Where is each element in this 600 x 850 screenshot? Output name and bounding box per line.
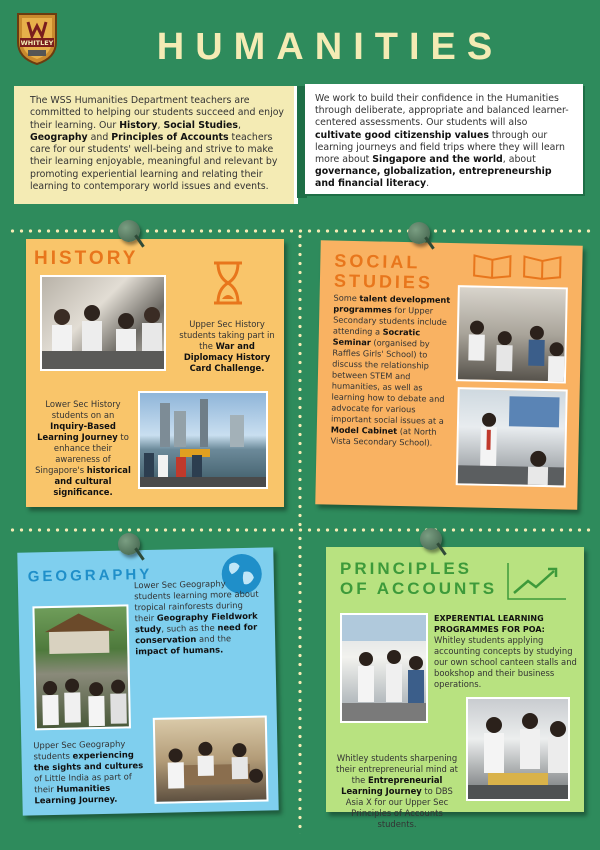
text-segment: Whitley students sharpening their entrepreneurial mind at the	[336, 753, 458, 785]
geography-caption-1	[134, 578, 266, 658]
bold-text-segment: Principles of Accounts	[111, 131, 229, 143]
dotted-divider-vertical-top	[298, 232, 302, 530]
text-segment: , about	[502, 154, 536, 166]
social-photo-model-cabinet	[456, 387, 568, 487]
social-title-line-1: SOCIAL	[334, 250, 421, 273]
history-title: HISTORY	[34, 248, 139, 269]
text-segment: (organised by Raffles Girls' School) to discuss the relationship between STEM and humanities, as well as learning how to debate and advocate for various important social issues at a	[330, 337, 445, 426]
bold-text-segment: History	[119, 119, 158, 131]
geography-caption-2	[33, 738, 150, 806]
text-segment: , such as the	[161, 622, 218, 634]
school-crest-logo	[14, 10, 60, 66]
bold-text-segment: Geography	[30, 131, 88, 143]
bold-text-segment: experiencing the sights and cultures	[33, 749, 144, 773]
poa-heading: EXPERENTIAL LEARNING PROGRAMMES FOR POA:	[434, 614, 545, 634]
geography-photo-little-india	[153, 716, 269, 804]
text-segment: Lower Sec History students on an	[45, 399, 121, 420]
text-segment: through our learning journeys and field trips where they will learn more about	[315, 129, 565, 166]
bold-text-segment: need for conservation	[135, 621, 258, 646]
dotted-divider-vertical-bottom	[298, 534, 302, 834]
poa-title-line-1: PRINCIPLES	[340, 559, 473, 578]
text-segment: and	[87, 131, 112, 143]
bold-text-segment: Inquiry-Based Learning Journey	[37, 421, 118, 442]
poa-title	[340, 559, 497, 599]
bold-text-segment: talent development programmes	[333, 293, 451, 315]
social-caption	[330, 293, 453, 449]
social-photo-seminar	[456, 285, 568, 383]
poa-photo-dbs-asia-x	[466, 697, 570, 801]
geography-title: GEOGRAPHY	[27, 565, 153, 586]
text-segment: and the	[196, 633, 232, 644]
hourglass-icon	[204, 259, 252, 307]
bold-text-segment: Humanities Learning Journey.	[34, 782, 118, 806]
bold-text-segment: historical and cultural significance.	[53, 465, 131, 497]
geography-photo-rainforest	[32, 604, 131, 730]
text-segment: Lower Sec Geography students learning more about tropical rainforests during their	[133, 578, 259, 624]
text-segment: Upper Sec Geography students	[33, 738, 126, 762]
text-segment: for Upper Secondary students include attending a	[332, 304, 448, 337]
text-segment: .	[426, 178, 430, 190]
bold-text-segment: Social Studies	[163, 119, 238, 131]
text-segment: to DBS Asia X for our Upper Sec Principles of Accounts students.	[345, 786, 453, 829]
bold-text-segment: Geography Fieldwork study	[134, 610, 258, 635]
history-caption-2	[32, 399, 134, 498]
history-photo-learning-journey	[138, 391, 268, 489]
text-segment: (at North Vista Secondary School).	[330, 425, 437, 448]
text-segment: We work to build their confidence in the Humanities through deliberate, appropriate and balanced learner-centered assessments. Our students will also	[315, 93, 569, 129]
social-title	[334, 251, 434, 293]
text-segment: Some	[333, 292, 360, 304]
bold-text-segment: governance, globalization, entrepreneurship and financial literacy	[315, 166, 552, 190]
bold-text-segment: Socratic Seminar	[332, 326, 421, 348]
intro-left-text	[14, 86, 296, 204]
bold-text-segment: cultivate good citizenship values	[315, 129, 489, 141]
text-segment: teachers care for our students' well-being and strive to make their learning enjoyable, meaningful and relevant by promoting experiential learning and relating their learning to contemporary world issues and events.	[30, 131, 278, 193]
page-title: HUMANITIES	[156, 26, 504, 68]
text-segment: ,	[238, 119, 241, 131]
history-caption-1	[174, 319, 280, 374]
poa-photo-canteen	[340, 613, 428, 723]
text-segment: of Little India as part of their	[33, 771, 132, 795]
bold-text-segment: Singapore and the world	[372, 154, 503, 166]
text-segment: ,	[157, 119, 164, 131]
bold-text-segment: War and Diplomacy History Card Challenge.	[183, 341, 271, 373]
text-segment: to enhance their awareness of Singapore's	[35, 432, 129, 475]
poa-caption-1	[434, 635, 580, 690]
poa-title-line-2: OF ACCOUNTS	[340, 579, 498, 598]
logo-text: WHITLEY	[20, 39, 54, 47]
bold-text-segment: Model Cabinet	[330, 424, 398, 436]
bold-text-segment: impact of humans.	[135, 644, 224, 657]
bold-text-segment: Entrepreneurial Learning Journey	[341, 775, 443, 796]
open-books-icon	[470, 249, 567, 281]
principles-of-accounts-card	[326, 547, 584, 829]
social-studies-card	[315, 240, 582, 509]
text-segment: The WSS Humanities Department teachers are committed to helping our students succeed and enjoy their learning. Our	[30, 95, 284, 131]
text-segment: Upper Sec History students taking part in the	[179, 319, 275, 351]
history-photo-card-challenge	[40, 275, 166, 371]
history-card	[26, 239, 284, 507]
growth-chart-icon	[506, 561, 568, 601]
intro-right-text	[305, 84, 583, 194]
geography-card	[17, 547, 278, 815]
poa-caption-2	[334, 753, 460, 830]
social-title-line-2: STUDIES	[333, 270, 434, 293]
text-segment: Whitley students applying accounting concepts by studying our own school canteen stalls and bookshop and their business operations.	[434, 635, 577, 689]
